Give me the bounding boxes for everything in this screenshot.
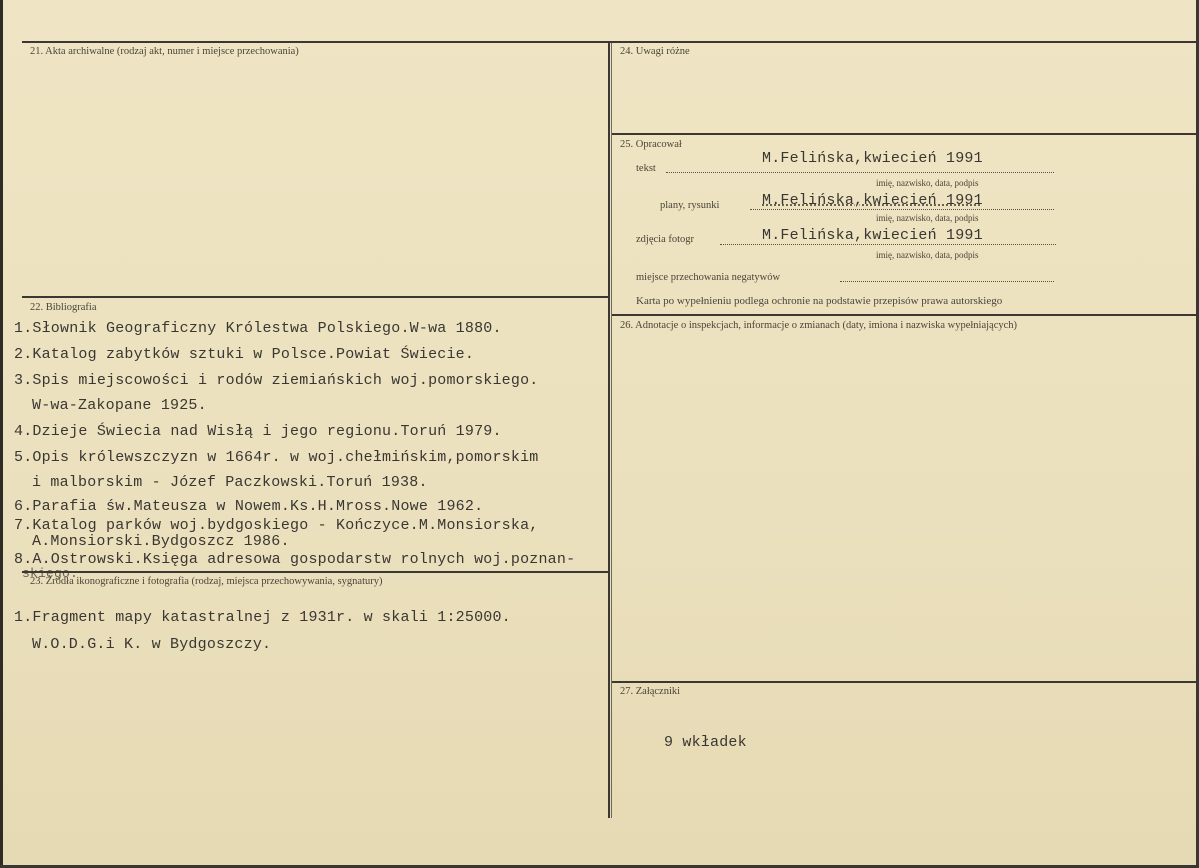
section-22-label: 22. Bibliografia xyxy=(30,302,97,313)
copyright-notice: Karta po wypełnieniu podlega ochronie na podstawie przepisów prawa autorskiego xyxy=(636,295,1003,307)
card-left-edge xyxy=(0,0,3,868)
section-24-label: 24. Uwagi różne xyxy=(620,46,690,57)
zdjecia-label: zdjęcia fotogr xyxy=(636,234,695,245)
section-21-label: 21. Akta archiwalne (rodzaj akt, numer i miejsce przechowania) xyxy=(30,46,299,57)
negatywy-label: miejsce przechowania negatywów xyxy=(636,272,781,283)
negatywy-dotted-line xyxy=(840,281,1054,282)
plany-caption: imię, nazwisko, data, podpis xyxy=(876,213,979,223)
section-26-label: 26. Adnotacje o inspekcjach, informacje o zmianach (daty, imiona i nazwiska wypełniających) xyxy=(620,320,1018,331)
rule-21-22 xyxy=(22,296,610,298)
plany-label: plany, rysunki xyxy=(660,200,720,211)
tekst-caption: imię, nazwisko, data, podpis xyxy=(876,178,979,188)
rule-22-23 xyxy=(22,571,610,573)
bibliography-entry: 8.A.Ostrowski.Księga adresowa gospodarstw rolnych woj.poznan- xyxy=(14,551,576,568)
bibliography-entry: 2.Katalog zabytków sztuki w Polsce.Powiat Świecie. xyxy=(14,346,475,363)
bibliography-entry: A.Monsiorski.Bydgoszcz 1986. xyxy=(32,533,290,550)
plany-value: M.Felińska,kwiecień 1991 xyxy=(762,192,983,209)
bibliography-entry: W-wa-Zakopane 1925. xyxy=(32,397,207,414)
bibliography-entry: skiego. xyxy=(22,566,79,581)
iconography-entry: 1.Fragment mapy katastralnej z 1931r. w skali 1:25000. xyxy=(14,609,511,626)
bibliography-entry: 7.Katalog parków woj.bydgoskiego - Kończyce.M.Monsiorska, xyxy=(14,517,539,534)
rule-26-27 xyxy=(612,681,1197,683)
center-divider xyxy=(608,41,610,818)
tekst-value: M.Felińska,kwiecień 1991 xyxy=(762,150,983,167)
bibliography-entry: 5.Opis królewszczyzn w 1664r. w woj.chełmińskim,pomorskim xyxy=(14,449,539,466)
zdjecia-dotted-line xyxy=(720,244,1056,245)
iconography-entry: W.O.D.G.i K. w Bydgoszczy. xyxy=(32,636,272,653)
bibliography-entry: i malborskim - Józef Paczkowski.Toruń 1938. xyxy=(32,474,428,491)
bibliography-entry: 4.Dzieje Świecia nad Wisłą i jego regionu.Toruń 1979. xyxy=(14,423,502,440)
section-25-label: 25. Opracował xyxy=(620,139,682,150)
section-27-label: 27. Załączniki xyxy=(620,686,681,697)
rule-25-26 xyxy=(612,314,1197,316)
zdjecia-value: M.Felińska,kwiecień 1991 xyxy=(762,227,983,244)
center-divider-inner xyxy=(611,41,612,818)
bibliography-entry: 6.Parafia św.Mateusza w Nowem.Ks.H.Mross.Nowe 1962. xyxy=(14,498,484,515)
tekst-label: tekst xyxy=(636,163,656,174)
zdjecia-caption: imię, nazwisko, data, podpis xyxy=(876,250,979,260)
attachments-value: 9 wkładek xyxy=(664,734,747,751)
tekst-dotted-line xyxy=(666,172,1054,173)
bibliography-entry: 3.Spis miejscowości i rodów ziemiańskich woj.pomorskiego. xyxy=(14,372,539,389)
bibliography-entry: 1.Słownik Geograficzny Królestwa Polskiego.W-wa 1880. xyxy=(14,320,502,337)
plany-dotted-line xyxy=(750,209,1054,210)
section-23-label: 23. Źródła ikonograficzne i fotografia (rodzaj, miejsca przechowywania, sygnatury) xyxy=(30,576,383,587)
rule-24-25 xyxy=(612,133,1197,135)
